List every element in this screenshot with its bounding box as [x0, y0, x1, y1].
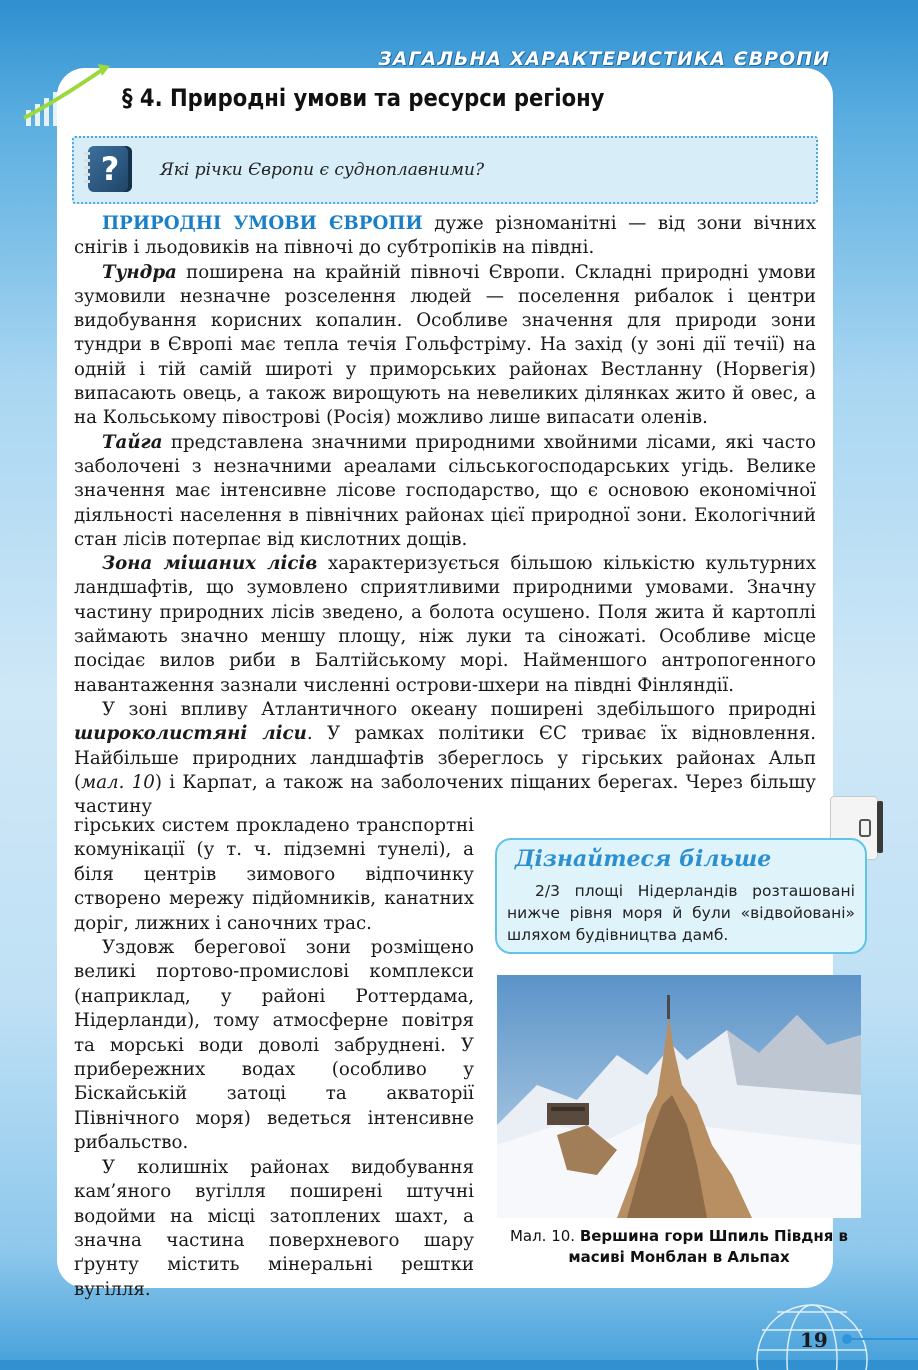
term: Тундра: [102, 261, 177, 283]
paragraph: Уздовж берегової зони розміщено великі портово-промислові комплекси (наприклад, у районі Роттердама, Нідерланди), тому атмосферне повітря та морські води доволі забруднені. У прибережних водах (особливо у Біскайській затоці та акваторії Північного моря) ведеться інтенсивне рибальство.: [74, 937, 474, 1154]
growth-chart-icon: [18, 60, 118, 130]
learn-more-text: 2/3 площі Нідерландів розташовані нижче рівня моря й були «відвойовані» шляхом будівництва дамб.: [507, 882, 855, 944]
paragraph: У колишніх районах видобування кам’яного вугілля поширені штучні водойми на місці затоплених шахт, а значна частина поверхневого шару ґрунту містить мінеральні рештки вугілля.: [74, 1156, 474, 1300]
section-header-band: ЗАГАЛЬНА ХАРАКТЕРИСТИКА ЄВРОПИ: [378, 48, 830, 70]
paragraph-text: поширена на крайній півночі Європи. Складні природні умови зумовили незначне розселення людей — поселення рибалок і центри видобування корисних копалин. Особливе значення для природи зони тундри в Європі має тепла течія Гольфстріму. На захід (у зоні дії течії) на одній і тій самій широті у приморських районах Вестланну (Норвегія) випасають овець, а також вирощують на невеликих ділянках жито й овес, а на Кольському півострові (Росія) можливо лише випасати оленів.: [74, 261, 816, 429]
paragraph-text: представлена значними природними хвойними лісами, які часто заболочені з незначними ареалами сільськогосподарських угідь. Велике значення має інтенсивне лісове господарство, що є основою економічної діяльності населення в північних районах цієї природної зони. Екологічний стан лісів потерпає від кислотних дощів.: [74, 431, 816, 550]
question-icon: ?: [88, 146, 132, 192]
paragraph: [74, 431, 816, 552]
column-text: [74, 814, 474, 1302]
learn-more-title: Дізнайтеся більше: [515, 846, 772, 872]
mountain-photo: [497, 975, 861, 1218]
paragraph: гірських систем прокладено транспортні комунікації (у т. ч. підземні тунелі), а біля центрів зимового відпочинку створено мережу підйомників, канатних доріг, лижних і саночних трас.: [74, 815, 474, 934]
page-line: [850, 1338, 918, 1340]
caption-title: Вершина гори Шпиль Півдня в масиві Монблан в Альпах: [568, 1227, 849, 1266]
paragraph: [74, 552, 816, 698]
paragraph-text: характеризується більшою кількістю культурних ландшафтів, що зумовлено сприятливими природними умовами. Значну частину природних лісів зведено, а болота осушено. Поля жита й картоплі займають значно меншу площу, ніж луки та сіножаті. Особливе місце посідає вилов риби в Балтійському морі. Найменшого антропогенного навантаження зазнали численні острови-шхери на півдні Фінляндії.: [74, 553, 816, 696]
question-text: Які річки Європи є судноплавними?: [160, 160, 485, 180]
paragraph: [74, 698, 816, 819]
figure-reference: мал. 10: [81, 771, 155, 793]
term: Зона мішаних лісів: [102, 553, 318, 575]
caption-prefix: Мал. 10.: [509, 1227, 580, 1245]
paragraph-text: У зоні впливу Атлантичного океану поширені здебільшого природні: [102, 698, 816, 720]
question-box: [72, 136, 818, 204]
paragraph: [74, 261, 816, 431]
term: широколистяні ліси: [74, 723, 307, 745]
term: Тайга: [102, 431, 163, 453]
paragraph: [74, 212, 816, 261]
learn-more-box: [495, 838, 867, 954]
figure-caption: [497, 1226, 861, 1268]
lead-term: ПРИРОДНІ УМОВИ ЄВРОПИ: [102, 213, 423, 234]
page-title: § 4. Природні умови та ресурси регіону: [122, 84, 605, 112]
paragraph-text: . У рамках політики ЄС триває їх відновлення. Найбільше природних ландшафтів збереглось у гірських районах Альп (: [74, 723, 816, 793]
paragraph-text: ) і Карпат, а також на заболочених піщаних берегах. Через більшу частину: [74, 771, 816, 818]
paragraph-text: дуже різноманітні — від зони вічних снігів і льодовиків на півночі до субтропіків на півдні.: [74, 213, 816, 259]
page-number: 19: [800, 1328, 828, 1352]
main-text: [74, 212, 816, 819]
